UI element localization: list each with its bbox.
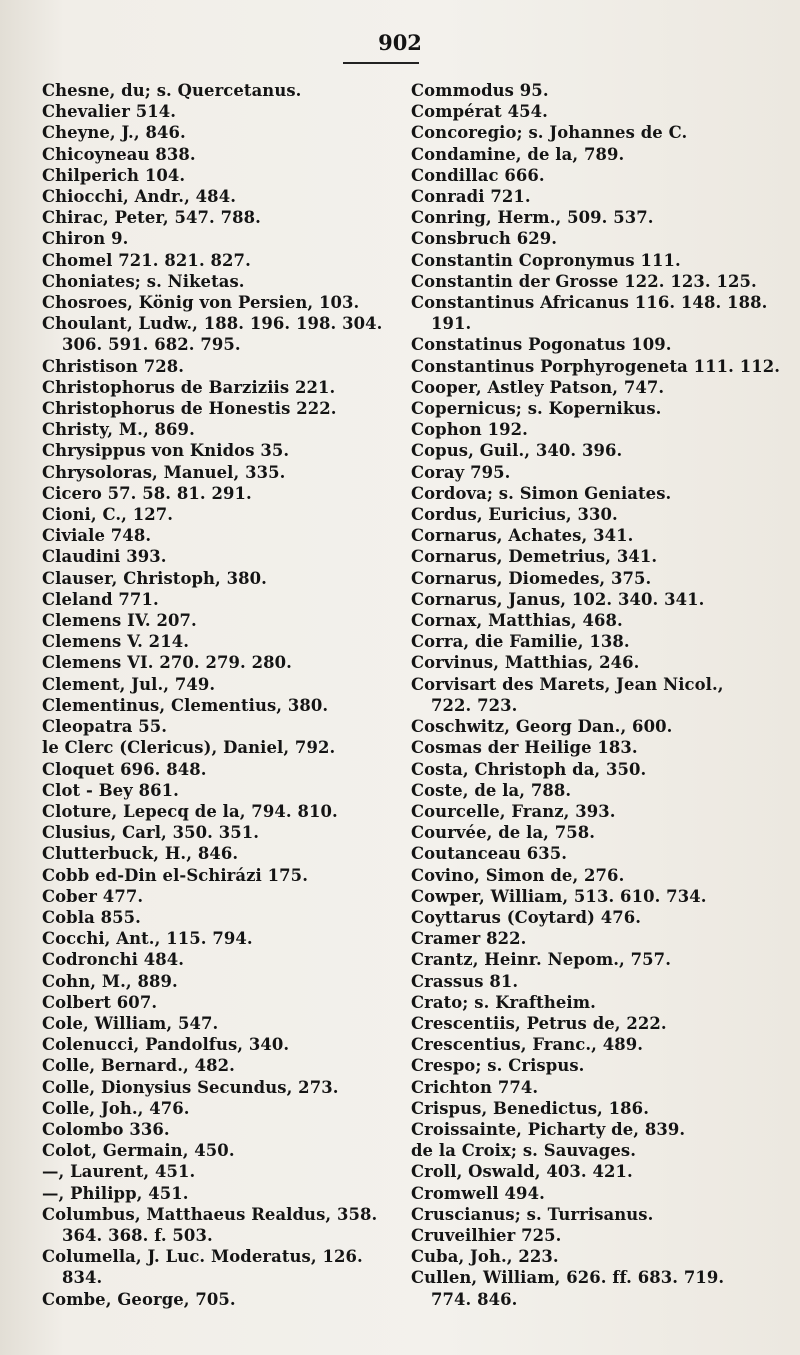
index-entry: Cornarus, Diomedes, 375.	[411, 568, 652, 588]
index-entry: Constantin der Grosse 122. 123. 125.	[411, 271, 757, 291]
index-entry: Cruscianus; s. Turrisanus.	[411, 1204, 654, 1224]
index-entry: Colle, Joh., 476.	[42, 1098, 190, 1118]
index-entry: Coschwitz, Georg Dan., 600.	[411, 717, 673, 737]
index-entry: Cloquet 696. 848.	[42, 759, 207, 779]
index-entry: Cramer 822.	[411, 929, 527, 949]
index-entry: Clusius, Carl, 350. 351.	[42, 823, 260, 843]
index-entry: Combe, George, 705.	[42, 1289, 236, 1309]
index-entry: Crispus, Benedictus, 186.	[411, 1098, 649, 1118]
index-entry: Cordova; s. Simon Geniates.	[411, 483, 672, 503]
index-entry: Cloture, Lepecq de la, 794. 810.	[42, 801, 338, 821]
index-entry: Colot, Germain, 450.	[42, 1141, 235, 1161]
index-entry: Codronchi 484.	[42, 950, 185, 970]
index-entry: Chicoyneau 838.	[42, 144, 196, 164]
index-column-left	[42, 80, 402, 1310]
index-entry: Conring, Herm., 509. 537.	[411, 208, 654, 228]
index-entry: Consbruch 629.	[411, 229, 558, 249]
index-entry: Cowper, William, 513. 610. 734.	[411, 886, 707, 906]
index-entry: Chosroes, König von Persien, 103.	[42, 293, 360, 313]
index-entry: Cobb ed-Din el-Schirázi 175.	[42, 865, 308, 885]
index-entry: Copernicus; s. Kopernikus.	[411, 399, 662, 419]
index-entry: Cocchi, Ant., 115. 794.	[42, 929, 253, 949]
index-entry: Cophon 192.	[411, 420, 528, 440]
index-entry: Cicero 57. 58. 81. 291.	[42, 483, 252, 503]
index-entry: Colbert 607.	[42, 992, 158, 1012]
index-entry: Constantinus Porphyrogeneta 111. 112.	[411, 356, 781, 376]
index-entry: Chrysippus von Knidos 35.	[42, 441, 290, 461]
index-entry: Crantz, Heinr. Nepom., 757.	[411, 950, 671, 970]
index-entry: Clement, Jul., 749.	[42, 674, 216, 694]
index-entry: Crato; s. Kraftheim.	[411, 992, 596, 1012]
index-entry: Coste, de la, 788.	[411, 780, 572, 800]
index-entry: Cruveilhier 725.	[411, 1225, 562, 1245]
index-entry: Chesne, du; s. Quercetanus.	[42, 81, 302, 100]
index-entry: Cornarus, Achates, 341.	[411, 526, 634, 546]
index-entry: Colenucci, Pandolfus, 340.	[42, 1035, 290, 1055]
index-entry: Columbus, Matthaeus Realdus, 358.	[42, 1204, 378, 1224]
index-entry: Cohn, M., 889.	[42, 971, 178, 991]
index-entry: Costa, Christoph da, 350.	[411, 759, 647, 779]
index-entry: Crespo; s. Crispus.	[411, 1056, 585, 1076]
index-entry: Clemens V. 214.	[42, 632, 190, 652]
index-entry: Constantinus Africanus 116. 148. 188.	[411, 293, 768, 313]
index-entry: Constatinus Pogonatus 109.	[411, 335, 672, 355]
index-entry: Cleland 771.	[42, 589, 159, 609]
index-entry: Chevalier 514.	[42, 102, 177, 122]
index-entry: Columella, J. Luc. Moderatus, 126.	[42, 1247, 363, 1267]
index-entry: Crescentiis, Petrus de, 222.	[411, 1013, 667, 1033]
index-entry: le Clerc (Clericus), Daniel, 792.	[42, 738, 336, 758]
index-entry: —, Laurent, 451.	[42, 1162, 196, 1182]
index-entry: Colle, Dionysius Secundus, 273.	[42, 1077, 339, 1097]
index-entry: Concoregio; s. Johannes de C.	[411, 123, 688, 143]
index-entry: Condamine, de la, 789.	[411, 144, 625, 164]
index-entry: Civiale 748.	[42, 526, 152, 546]
index-entry: Christophorus de Barziziis 221.	[42, 377, 336, 397]
index-column-right	[411, 80, 781, 1310]
index-entry: —, Philipp, 451.	[42, 1183, 189, 1203]
index-entry: Chrysoloras, Manuel, 335.	[42, 462, 286, 482]
index-entry: Condillac 666.	[411, 165, 545, 185]
index-entry: Cornax, Matthias, 468.	[411, 611, 623, 631]
index-entry: Cuba, Joh., 223.	[411, 1247, 559, 1267]
index-entry: de la Croix; s. Sauvages.	[411, 1141, 636, 1161]
index-entry: Croissainte, Picharty de, 839.	[411, 1119, 686, 1139]
index-entry: Crichton 774.	[411, 1077, 539, 1097]
index-entry: Corra, die Familie, 138.	[411, 632, 630, 652]
index-entry: Clemens IV. 207.	[42, 611, 197, 631]
index-entry: Clementinus, Clementius, 380.	[42, 695, 329, 715]
index-entry: Cober 477.	[42, 886, 144, 906]
index-entry-continuation: 306. 591. 682. 795.	[62, 335, 241, 355]
index-entry: Commodus 95.	[411, 81, 549, 100]
page-number-rule	[343, 62, 419, 64]
index-entry: Coutanceau 635.	[411, 844, 568, 864]
index-entry: Covino, Simon de, 276.	[411, 865, 625, 885]
index-entry: Coyttarus (Coytard) 476.	[411, 907, 642, 927]
index-entry-continuation: 774. 846.	[431, 1289, 518, 1309]
index-entry: Courvée, de la, 758.	[411, 823, 596, 843]
index-entry: Cioni, C., 127.	[42, 505, 174, 525]
index-entry: Constantin Copronymus 111.	[411, 250, 681, 270]
index-entry: Coray 795.	[411, 462, 511, 482]
index-entry: Clemens VI. 270. 279. 280.	[42, 653, 292, 673]
index-entry: Corvinus, Matthias, 246.	[411, 653, 640, 673]
index-entry: Claudini 393.	[42, 547, 167, 567]
index-entry: Croll, Oswald, 403. 421.	[411, 1162, 633, 1182]
index-entry-continuation: 722. 723.	[431, 695, 518, 715]
index-entry: Cheyne, J., 846.	[42, 123, 186, 143]
index-entry: Clutterbuck, H., 846.	[42, 844, 239, 864]
index-entry-continuation: 364. 368. f. 503.	[62, 1225, 213, 1245]
index-entry: Cleopatra 55.	[42, 717, 168, 737]
index-entry: Corvisart des Marets, Jean Nicol.,	[411, 674, 724, 694]
index-entry: Crescentius, Franc., 489.	[411, 1035, 644, 1055]
index-entry: Compérat 454.	[411, 102, 548, 122]
index-entry: Chiron 9.	[42, 229, 129, 249]
index-entry: Clauser, Christoph, 380.	[42, 568, 267, 588]
index-entry: Conradi 721.	[411, 187, 531, 207]
page-number: 902	[378, 30, 422, 55]
index-entry: Courcelle, Franz, 393.	[411, 801, 616, 821]
index-entry-continuation: 834.	[62, 1268, 103, 1288]
index-entry: Choulant, Ludw., 188. 196. 198. 304.	[42, 314, 383, 334]
index-entry: Chiocchi, Andr., 484.	[42, 187, 237, 207]
index-entry: Colle, Bernard., 482.	[42, 1056, 235, 1076]
index-entry: Cordus, Euricius, 330.	[411, 505, 618, 525]
index-entry: Cromwell 494.	[411, 1183, 545, 1203]
index-entry-continuation: 191.	[431, 314, 472, 334]
index-entry: Chirac, Peter, 547. 788.	[42, 208, 261, 228]
index-entry: Cornarus, Janus, 102. 340. 341.	[411, 589, 705, 609]
index-entry: Cooper, Astley Patson, 747.	[411, 377, 665, 397]
index-entry: Christophorus de Honestis 222.	[42, 399, 337, 419]
index-entry: Cobla 855.	[42, 907, 141, 927]
index-entry: Chilperich 104.	[42, 165, 186, 185]
index-entry: Crassus 81.	[411, 971, 519, 991]
index-entry: Cullen, William, 626. ff. 683. 719.	[411, 1268, 725, 1288]
index-entry: Christison 728.	[42, 356, 185, 376]
index-entry: Colombo 336.	[42, 1119, 170, 1139]
index-entry: Cole, William, 547.	[42, 1013, 219, 1033]
index-entry: Clot - Bey 861.	[42, 780, 179, 800]
index-entry: Christy, M., 869.	[42, 420, 195, 440]
index-entry: Copus, Guil., 340. 396.	[411, 441, 623, 461]
index-entry: Cosmas der Heilige 183.	[411, 738, 638, 758]
index-entry: Cornarus, Demetrius, 341.	[411, 547, 658, 567]
index-entry: Choniates; s. Niketas.	[42, 271, 245, 291]
index-entry: Chomel 721. 821. 827.	[42, 250, 251, 270]
